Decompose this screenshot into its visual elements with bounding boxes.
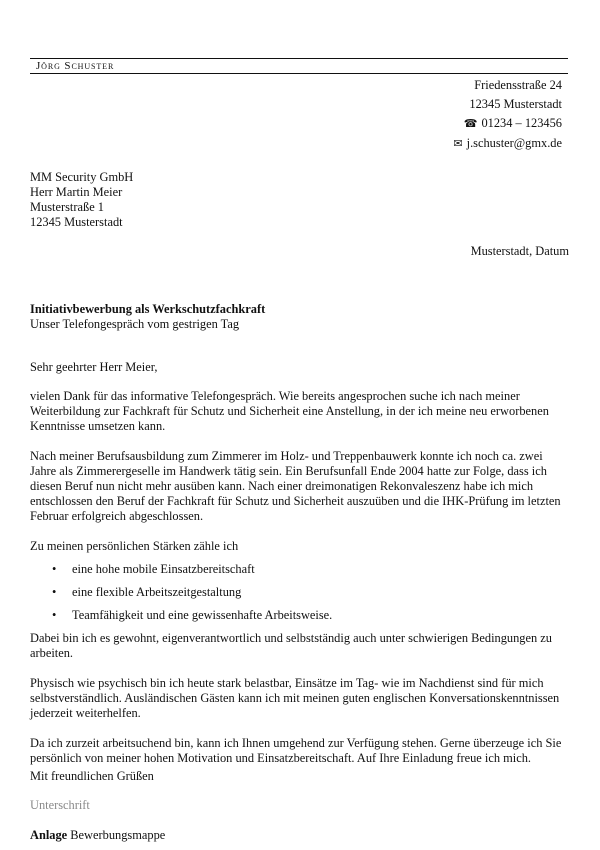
salutation: Sehr geehrter Herr Meier, [30,360,158,374]
letter-date: Musterstadt, Datum [470,244,569,258]
envelope-icon: ✉ [453,138,463,150]
sender-name: Jörg Schuster [36,60,115,72]
sender-address [453,76,562,154]
sender-email: j.schuster@gmx.de [466,136,562,150]
paragraph-2: Nach meiner Berufsausbildung zum Zimmerer im Holz- und Treppenbauwerk konnte ich noch ca. zwei Jahre als Zimmerergeselle im Handwerk tätig sein. Ein Berufsunfall Ende 2004 hatte zur Folge, dass ich diesen Beruf nun nicht mehr ausüben kann. Nach einer dreimonatigen Rekonvaleszenz habe ich mich entschlossen den Beruf der Fachkraft für Schutz und Sicherheit auszuüben und die IHK-Prüfung im letzten Februar erfolgreich abgeschlossen. [30,449,561,523]
attachment-line [30,828,165,843]
subject-block [30,302,265,332]
signature-placeholder: Unterschrift [30,798,90,812]
recipient-city: 12345 Musterstadt [30,215,123,229]
bullet-icon: • [52,608,57,622]
strengths-list [30,562,570,623]
paragraph-1: vielen Dank für das informative Telefongespräch. Wie bereits angesprochen suche ich nach meiner Weiterbildung zur Fachkraft für Schutz und Sicherheit eine Anstellung, in der ich meine neu erworbenen Kenntnisse umsetzen kann. [30,389,549,433]
closing: Mit freundlichen Grüßen [30,769,154,783]
subject-reference: Unser Telefongespräch vom gestrigen Tag [30,317,240,331]
letter-body [30,360,570,781]
attachment-text: Bewerbungsmappe [70,828,166,842]
recipient-company: MM Security GmbH [30,170,134,184]
list-item: • eine flexible Arbeitszeitgestaltung [52,585,242,599]
strengths-intro: Zu meinen persönlichen Stärken zähle ich [30,539,239,553]
phone-icon: ☎ [463,118,478,130]
header-rule-bottom [30,73,568,74]
paragraph-4: Physisch wie psychisch bin ich heute stark belastbar, Einsätze im Tag- wie im Nachdienst sind für mich selbstverständlich. Ausländischen Gästen kann ich mit meinen guten englischen Konversationskenntnissen jederzeit weiterhelfen. [30,676,560,720]
sender-street: Friedensstraße 24 [474,78,562,92]
subject-title: Initiativbewerbung als Werkschutzfachkraft [30,302,266,316]
paragraph-3: Dabei bin ich es gewohnt, eigenverantwortlich und selbstständig auch unter schwierigen Bedingungen zu arbeiten. [30,631,552,660]
paragraph-5: Da ich zurzeit arbeitsuchend bin, kann ich Ihnen umgehend zur Verfügung stehen. Gerne überzeuge ich Sie persönlich von meiner hohen Motivation und Einsatzbereitschaft. Auf Ihre Einladung freue ich mich. [30,736,562,765]
recipient-street: Musterstraße 1 [30,200,104,214]
sender-phone: 01234 – 123456 [481,116,562,130]
recipient-person: Herr Martin Meier [30,185,123,199]
list-item: • Teamfähigkeit und eine gewissenhafte Arbeitsweise. [52,608,333,622]
recipient-address [30,170,133,230]
sender-email-line [453,134,562,154]
list-item: • eine hohe mobile Einsatzbereitschaft [52,562,255,576]
sender-phone-line [453,114,562,134]
sender-city: 12345 Musterstadt [469,97,562,111]
bullet-icon: • [52,585,57,599]
bullet-icon: • [52,562,57,576]
attachment-label: Anlage [30,828,68,842]
